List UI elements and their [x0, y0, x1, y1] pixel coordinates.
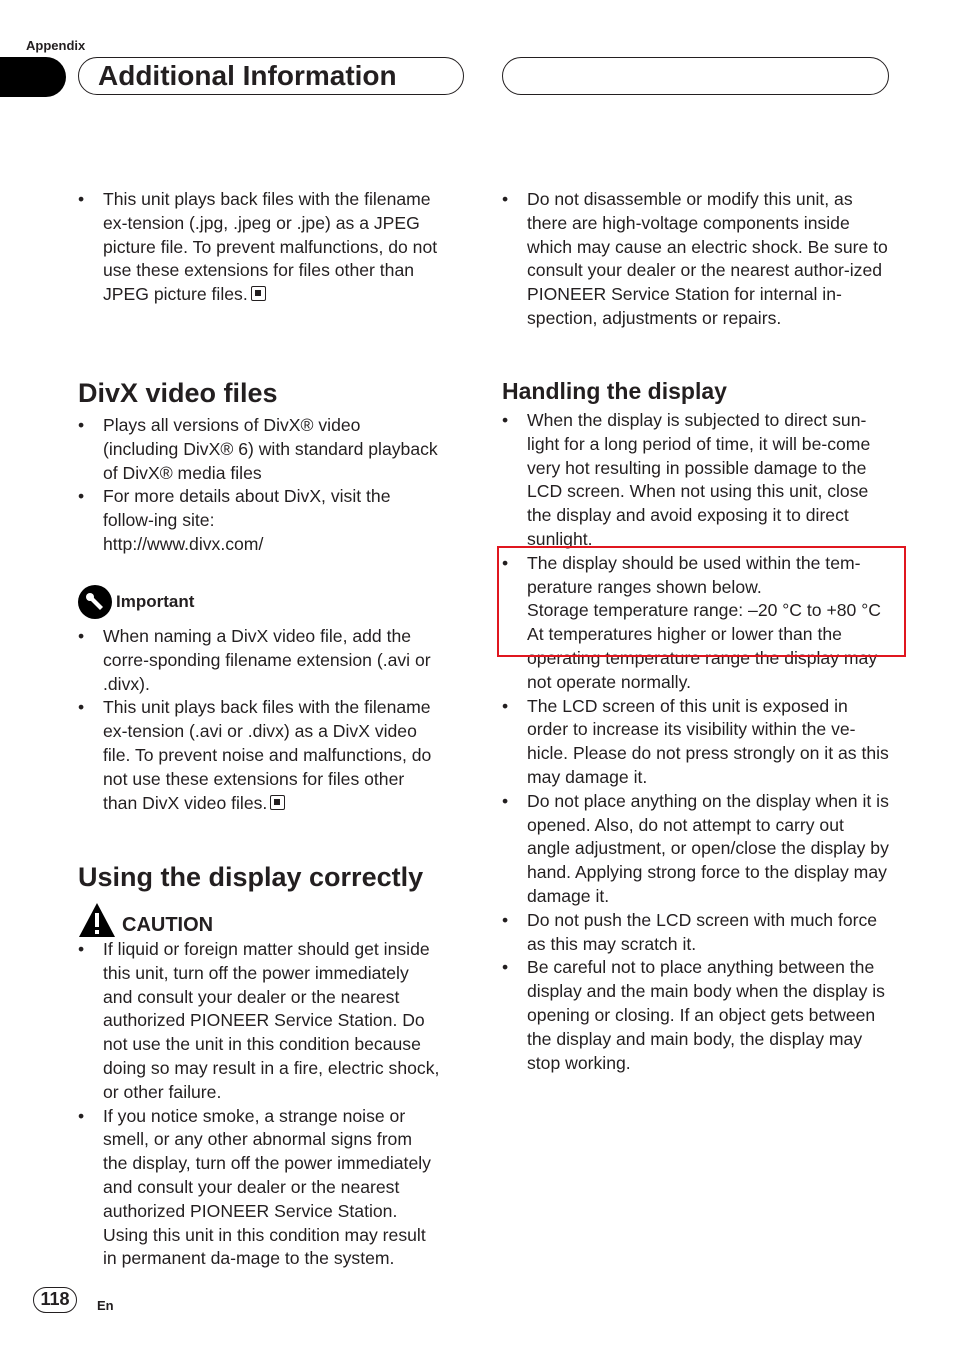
- storage-temperature-range: Storage temperature range: –20 °C to +80 °C: [527, 600, 881, 621]
- important-label: Important: [116, 592, 195, 612]
- list-item: • When the display is subjected to direct sun-light for a long period of time, it will be-come very hot resulting in possible damage to the LCD screen. When not using this unit, close the display and avoid exposing it to direct sunlight.: [502, 409, 890, 552]
- list-item: • This unit plays back files with the filename ex-tension (.jpg, .jpeg or .jpe) as a JPEG picture file. To prevent malfunctions, do not use these extensions for files other than JPEG picture files.: [78, 188, 440, 307]
- list-item: • If you notice smoke, a strange noise or smell, or any other abnormal signs from the display, turn off the power immediately and consult your dealer or the nearest authorized PIONEER Service Station. Using this unit in this condition may result in permanent da-mage to the system.: [78, 1105, 440, 1272]
- handling-display-heading: Handling the display: [502, 378, 727, 404]
- disassemble-note-block: [502, 188, 890, 331]
- caution-label: CAUTION: [122, 914, 214, 937]
- display-usage-heading: Using the display correctly: [78, 862, 424, 892]
- important-block: [78, 585, 440, 815]
- warning-icon: [78, 902, 116, 938]
- caution-header: [78, 902, 440, 938]
- end-of-section-icon: [270, 795, 285, 810]
- list-item: • Do not disassemble or modify this unit, as there are high-voltage components inside which may cause an electric shock. Be sure to consult your dealer or the nearest author-ized PIONEER Service Station for internal in-spection, adjustments or repairs.: [502, 188, 890, 331]
- jpeg-note-block: [78, 188, 440, 307]
- list-item: • If liquid or foreign matter should get inside this unit, turn off the power immediately and consult your dealer or the nearest authorized PIONEER Service Station. Do not use the unit in this condition because doing so may result in a fire, electric shock, or other failure.: [78, 938, 440, 1105]
- page-number: 118: [33, 1287, 77, 1313]
- section-label: Appendix: [26, 38, 86, 53]
- list-item: • The display should be used within the tem-perature ranges shown below. Storage temperature range: –20 °C to +80 °C At temperatures higher or lower than the operating temperature range the display may not operate normally.: [502, 552, 890, 695]
- language-code: En: [97, 1298, 114, 1313]
- section-tab-marker: [0, 57, 66, 97]
- handling-display-section: [502, 376, 890, 1075]
- list-item: • The LCD screen of this unit is exposed in order to increase its visibility within the ve-hicle. Please do not press strongly on it as this may damage it.: [502, 695, 890, 790]
- important-header: [78, 585, 440, 619]
- list-item: • When naming a DivX video file, add the corre-sponding filename extension (.avi or .divx).: [78, 625, 440, 696]
- end-of-section-icon: [251, 286, 266, 301]
- highlight-box: [497, 546, 906, 657]
- empty-header-pill: [502, 57, 889, 95]
- page-title: Additional Information: [98, 60, 397, 91]
- list-item: • Do not push the LCD screen with much force as this may scratch it.: [502, 909, 890, 957]
- divx-url-link[interactable]: http://www.divx.com/: [103, 533, 264, 554]
- list-item: • Plays all versions of DivX® video (including DivX® 6) with standard playback of DivX® media files: [78, 414, 440, 485]
- display-usage-section: [78, 860, 440, 1271]
- list-item: • Do not place anything on the display when it is opened. Also, do not attempt to carry out angle adjustment, or open/close the display by hand. Applying strong force to the display may damage it.: [502, 790, 890, 909]
- list-item: • This unit plays back files with the filename ex-tension (.avi or .divx) as a DivX video file. To prevent noise and malfunctions, do not use these extensions for files other than DivX video files.: [78, 696, 440, 815]
- list-item: • Be careful not to place anything between the display and the main body when the display is opening or closing. If an object gets between the display and main body, the display may stop working.: [502, 956, 890, 1075]
- wrench-icon: [78, 585, 112, 619]
- list-item: • For more details about DivX, visit the follow-ing site: http://www.divx.com/: [78, 485, 440, 556]
- divx-heading: DivX video files: [78, 378, 278, 408]
- divx-section: [78, 376, 440, 557]
